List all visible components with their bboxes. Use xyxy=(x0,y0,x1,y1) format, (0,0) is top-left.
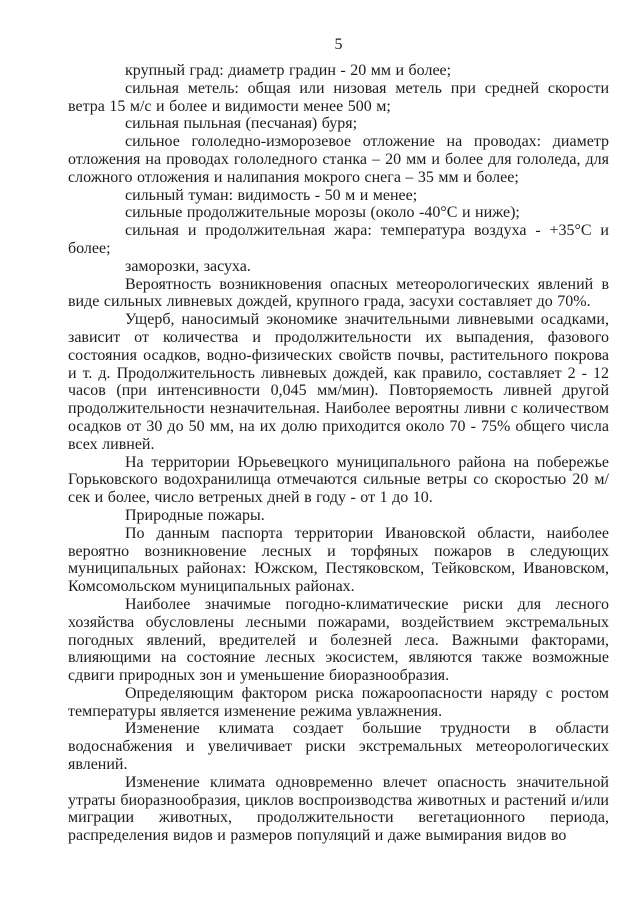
paragraph: Изменение климата одновременно влечет опасность значительной утраты биоразнообразия, циклов воспроизводства животных и растений и/или миграции животных, продолжительности вегетационного периода, распределения видов и размеров популяций и даже вымирания видов во xyxy=(68,773,609,845)
paragraph: сильная пыльная (песчаная) буря; xyxy=(125,115,358,133)
page-number: 5 xyxy=(334,36,343,53)
paragraph: Изменение климата создает большие трудности в области водоснабжения и увеличивает риски экстремальных метеорологических явлений. xyxy=(68,720,609,774)
paragraph: сильные продолжительные морозы (около -40°С и ниже); xyxy=(125,204,520,222)
paragraph: Определяющим фактором риска пожароопасности наряду с ростом температуры является изменение режима увлажнения. xyxy=(68,684,609,720)
paragraph: сильный туман: видимость - 50 м и менее; xyxy=(125,186,418,204)
paragraph: сильная метель: общая или низовая метель при средней скорости ветра 15 м/с и более и видимости менее 500 м; xyxy=(68,79,609,115)
paragraph: Вероятность возникновения опасных метеорологических явлений в виде сильных ливневых дождей, крупного града, засухи составляет до 70%. xyxy=(68,275,609,311)
paragraph: крупный град: диаметр градин - 20 мм и более; xyxy=(125,62,452,79)
paragraph: Ущерб, наносимый экономике значительными ливневыми осадками, зависит от количества и продолжительности их выпадения, фазового состояния осадков, водно-физических свойств почвы, растительного покрова и т. д. Продолжительность ливневых дождей, как правило, составляет 2 - 12 часов (при интенсивности 0,045 мм/мин). Повторяемость ливней другой продолжительности незначительная. Наиболее вероятны ливни с количеством осадков от 30 до 50 мм, на их долю приходится около 70 - 75% общего числа всех ливней. xyxy=(68,311,609,453)
paragraph: Природные пожары. xyxy=(125,506,265,524)
paragraph: сильная и продолжительная жара: температура воздуха - +35°С и более; xyxy=(68,222,609,257)
paragraph: По данным паспорта территории Ивановской области, наиболее вероятно возникновение лесных и торфяных пожаров в следующих муниципальных районах: Южском, Пестяковском, Тейковском, Ивановском, Комсомольском муниципальных районах. xyxy=(68,524,609,596)
paragraph: Наиболее значимые погодно-климатические риски для лесного хозяйства обусловлены лесными пожарами, воздействием экстремальных погодных явлений, вредителей и болезней леса. Важными факторами, влияющими на состояние лесных экосистем, являются также возможные сдвиги природных зон и уменьшение биоразнообразия. xyxy=(68,595,609,685)
document-body xyxy=(68,62,609,845)
paragraph: заморозки, засуха. xyxy=(125,257,251,275)
paragraph: На территории Юрьевецкого муниципального района на побережье Горьковского водохранилища отмечаются сильные ветры со скоростью 20 м/сек и более, число ветреных дней в году - от 1 до 10. xyxy=(68,453,609,507)
paragraph: сильное гололедно-изморозевое отложение на проводах: диаметр отложения на проводах гололедного станка – 20 мм и более для гололеда, для сложного отложения и налипания мокрого снега – 35 мм и более; xyxy=(68,133,609,186)
